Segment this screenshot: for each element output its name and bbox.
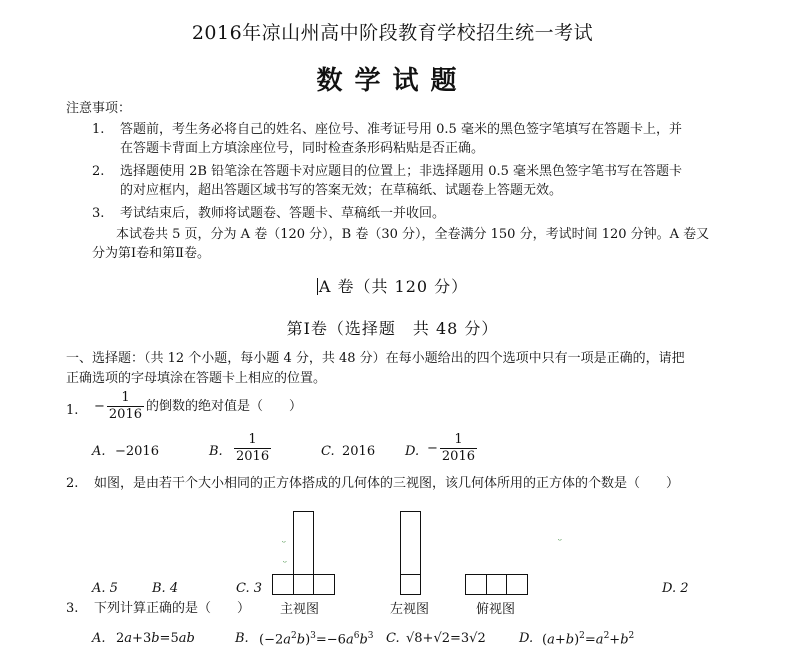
section-a-text: A 卷（共 120 分） (318, 277, 469, 296)
front-view-cell (313, 574, 335, 595)
notice-item-1-num: 1. (92, 122, 105, 137)
notice-item-2-line2: 的对应框内，超出答题区域书写的答案无效；在草稿纸、试题卷上答题无效。 (120, 183, 563, 198)
q3-opt-c-label: C. (386, 631, 400, 646)
q3-opt-d-expression: $(a+b)^2=a^2+b^2$ (542, 631, 635, 648)
q3-opt-a-expression: 2a+3b=5ab (116, 631, 195, 646)
q1-stem (94, 390, 302, 423)
notice-extra-line2: 分为第Ⅰ卷和第Ⅱ卷。 (92, 246, 210, 261)
q2-stem: 如图，是由若干个大小相同的正方体搭成的几何体的三视图，该几何体所用的正方体的个数是（ ） (94, 476, 680, 491)
front-view-label: 主视图 (280, 602, 320, 617)
q1-minus: − (94, 399, 105, 414)
front-view-cell (272, 574, 294, 595)
q1-opt-d-label: D. (405, 444, 420, 459)
part1-line1: 一、选择题：（共 12 个小题，每小题 4 分，共 48 分）在每小题给出的四个选项中只有一项是正确的，请把 (66, 351, 685, 366)
q3-opt-d-label: D. (519, 631, 534, 646)
top-view-label: 俯视图 (476, 602, 516, 617)
q1-opt-b (232, 432, 273, 465)
q1-opt-d (427, 432, 479, 465)
q3-opt-a-label: A. (92, 631, 106, 646)
q1-opt-d-fraction (440, 432, 477, 465)
q3-opt-b-label: B. (235, 631, 249, 646)
q3-number: 3. (66, 601, 79, 616)
scan-mark: ᵕ (558, 536, 562, 547)
q2-opt-a: A. 5 (92, 581, 118, 596)
q1-opt-b-num: 1 (234, 432, 271, 449)
left-view-cell (400, 574, 421, 595)
q1-opt-b-label: B. (209, 444, 223, 459)
notice-item-1-line2: 在答题卡背面上方填涂座位号，同时检查条形码粘贴是否正确。 (120, 141, 485, 156)
q3-opt-c-expression: √8+√2=3√2 (406, 631, 486, 646)
q1-stem-text: 的倒数的绝对值是（ ） (146, 399, 303, 414)
left-view-column (400, 511, 421, 575)
notice-item-2-line1: 选择题使用 2B 铅笔涂在答题卡对应题目的位置上；非选择题用 0.5 毫米黑色签字笔书写在答题卡 (120, 164, 683, 179)
left-view-label: 左视图 (390, 602, 430, 617)
section-a-heading (0, 274, 785, 297)
notice-item-1-line1: 答题前，考生务必将自己的姓名、座位号、准考证号用 0.5 毫米的黑色签字笔填写在答题卡上，并 (120, 122, 682, 137)
q1-opt-b-fraction (234, 432, 271, 465)
notice-heading: 注意事项： (66, 101, 132, 116)
notice-item-3-line1: 考试结束后，教师将试题卷、答题卡、草稿纸一并收回。 (120, 206, 446, 221)
q1-number: 1. (66, 403, 79, 418)
notice-extra-line1: 本试卷共 5 页，分为 A 卷（120 分），B 卷（30 分），全卷满分 150 分，考试时间 120 分钟。A 卷又 (116, 227, 710, 242)
q1-opt-b-den: 2016 (236, 449, 270, 464)
top-view-cell (506, 574, 528, 595)
q1-opt-d-den: 2016 (441, 449, 475, 464)
q2-opt-c: C. 3 (236, 581, 263, 596)
q3-stem: 下列计算正确的是（ ） (94, 601, 251, 616)
q2-opt-b: B. 4 (152, 581, 179, 596)
q2-opt-d: D. 2 (662, 581, 689, 596)
q1-frac-num: 1 (107, 390, 144, 407)
q1-opt-c-label: C. (321, 444, 335, 459)
part1-line2: 正确选项的字母填涂在答题卡上相应的位置。 (66, 371, 327, 386)
q1-opt-d-num: 1 (440, 432, 477, 449)
q1-frac-den: 2016 (108, 407, 142, 422)
q1-opt-a: −2016 (115, 444, 159, 459)
q2-number: 2. (66, 476, 79, 491)
section-1-heading: 第Ⅰ卷（选择题 共 48 分） (286, 319, 499, 338)
text-cursor (317, 278, 318, 295)
exam-subtitle: 数学试题 (316, 66, 469, 96)
top-view-cell (465, 574, 487, 595)
scan-mark: ᵕ (282, 538, 286, 549)
top-view-cell (486, 574, 507, 595)
q1-fraction (107, 390, 144, 423)
q1-opt-d-minus: − (427, 441, 438, 456)
exam-title: 2016年凉山州高中阶段教育学校招生统一考试 (191, 22, 594, 44)
notice-item-3-num: 3. (92, 206, 105, 221)
scan-mark: ᵕ (283, 558, 287, 569)
notice-item-2-num: 2. (92, 164, 105, 179)
q3-opt-b-expression: $(-2a^2b)^3=-6a^6b^3$ (259, 631, 374, 648)
q1-opt-c: 2016 (342, 444, 376, 459)
front-view-column (293, 511, 314, 575)
front-view-cell (293, 574, 314, 595)
q1-opt-a-label: A. (92, 444, 106, 459)
